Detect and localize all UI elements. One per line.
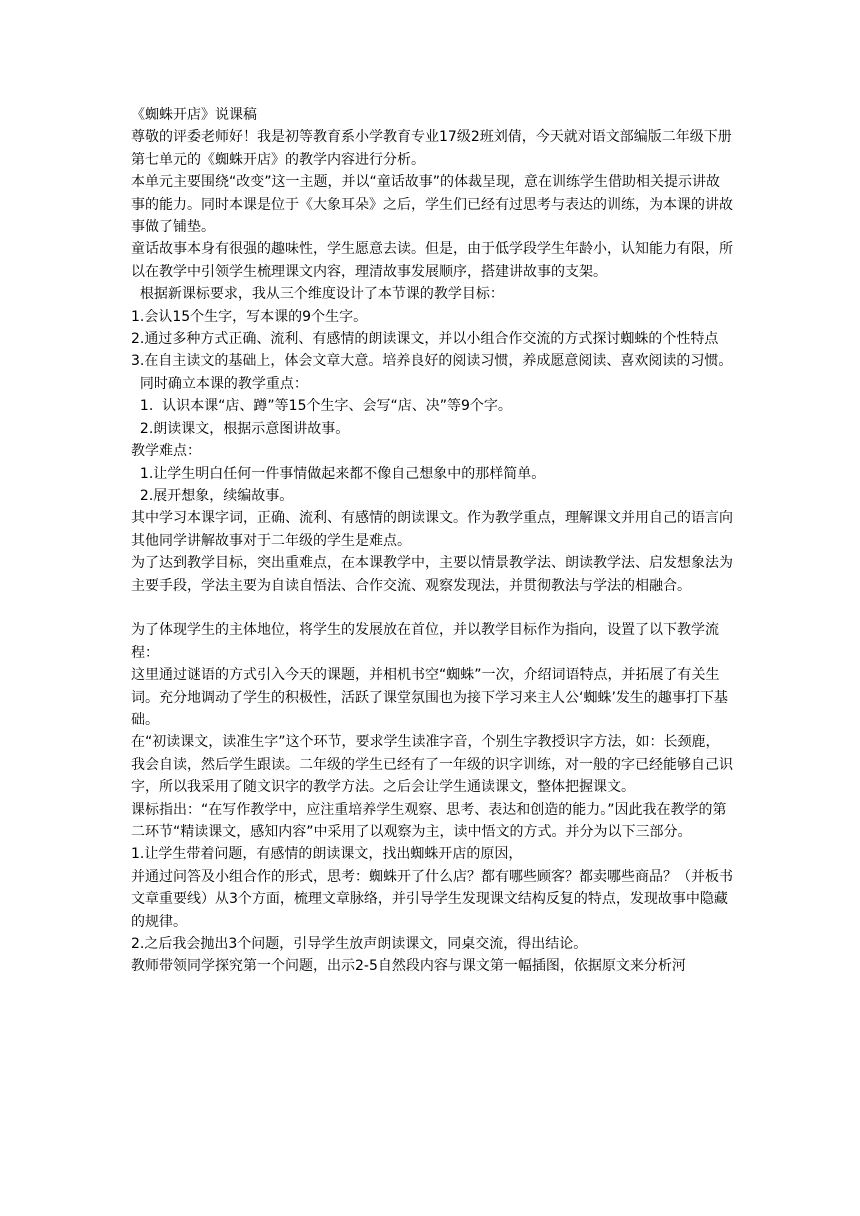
paragraph: 根据新课标要求，我从三个维度设计了本节课的教学目标： (131, 286, 504, 303)
paragraph: 为了体现学生的主体地位，将学生的发展放在首位，并以教学目标作为指向，设置了以下教学流程： (131, 622, 719, 661)
paragraph: 同时确立本课的教学重点： (131, 375, 308, 392)
paragraph: 2.之后我会抛出3个问题，引导学生放声朗读课文，同桌交流，得出结论。 (131, 936, 588, 953)
paragraph: 并通过问答及小组合作的形式，思考：蜘蛛开了什么店？都有哪些顾客？都卖哪些商品？（并板书文章重要线）从3个方面，梳理文章脉络，并引导学生发现课文结构反复的特点，发现故事中隐藏的规律。 (131, 868, 733, 930)
paragraph: 1.让学生明白任何一件事情做起来都不像自己想象中的那样简单。 (131, 465, 546, 482)
paragraph: 教师带领同学探究第一个问题，出示2-5自然段内容与课文第一幅插图，依据原文来分析河 (131, 958, 686, 975)
paragraph: 为了达到教学目标，突出重难点，在本课教学中，主要以情景教学法、朗读教学法、启发想象法为主要手段，学法主要为自读自悟法、合作交流、观察发现法，并贯彻教法与学法的相融合。 (131, 555, 733, 594)
paragraph: 其中学习本课字词，正确、流利、有感情的朗读课文。作为教学重点，理解课文并用自己的语言向其他同学讲解故事对于二年级的学生是难点。 (131, 510, 733, 549)
paragraph: 2.朗读课文，根据示意图讲故事。 (131, 420, 350, 437)
paragraph: 2.展开想象，续编故事。 (131, 487, 294, 504)
paragraph: 课标指出：“在写作教学中，应注重培养学生观察、思考、表达和创造的能力。”因此我在教学的第二环节“精读课文，感知内容”中采用了以观察为主，读中悟文的方式。并分为以下三部分。 (131, 801, 727, 840)
document-title: 《蜘蛛开店》说课稿 (131, 107, 257, 123)
paragraph: 这里通过谜语的方式引入今天的课题，并相机书空“蜘蛛”一次，介绍词语特点，并拓展了有关生词。充分地调动了学生的积极性，活跃了课堂氛围也为接下学习来主人公‘蜘蛛’发生的趣事打下基础。 (131, 667, 728, 728)
paragraph: 教学难点： (131, 443, 201, 460)
paragraph: 2.通过多种方式正确、流利、有感情的朗读课文，并以小组合作交流的方式探讨蜘蛛的个性特点 (131, 331, 719, 348)
paragraph: 3.在自主读文的基础上，体会文章大意。培养良好的阅读习惯，养成愿意阅读、喜欢阅读的习惯。 (131, 353, 733, 370)
paragraph: 在“初读课文，读准生字”这个环节，要求学生读准字音，个别生字教授识字方法，如：长颈鹿，我会自读，然后学生跟读。二年级的学生已经有了一年级的识字训练，对一般的字已经能够自己识字，所以我采用了随文识字的教学方法。之后会让学生通读课文，整体把握课文。 (131, 734, 733, 796)
paragraph: 尊敬的评委老师好！我是初等教育系小学教育专业17级2班刘倩，今天就对语文部编版二年级下册第七单元的《蜘蛛开店》的教学内容进行分析。 (131, 129, 732, 168)
paragraph: 1.让学生带着问题，有感情的朗读课文，找出蜘蛛开店的原因， (131, 846, 523, 863)
paragraph: 本单元主要围绕“改变”这一主题，并以“童话故事”的体裁呈现，意在训练学生借助相关提示讲故事的能力。同时本课是位于《大象耳朵》之后，学生们已经有过思考与表达的训练，为本课的讲故事做了铺垫。 (131, 174, 733, 236)
document-body (131, 104, 733, 978)
blank-line (131, 597, 733, 619)
paragraph: 1. 认识本课“店、蹲”等15个生字、会写“店、决”等9个字。 (131, 398, 512, 415)
paragraph: 1.会认15个生字，写本课的9个生字。 (131, 308, 368, 325)
paragraph: 童话故事本身有很强的趣味性，学生愿意去读。但是，由于低学段学生年龄小，认知能力有限，所以在教学中引领学生梳理课文内容，理清故事发展顺序，搭建讲故事的支架。 (131, 241, 733, 280)
